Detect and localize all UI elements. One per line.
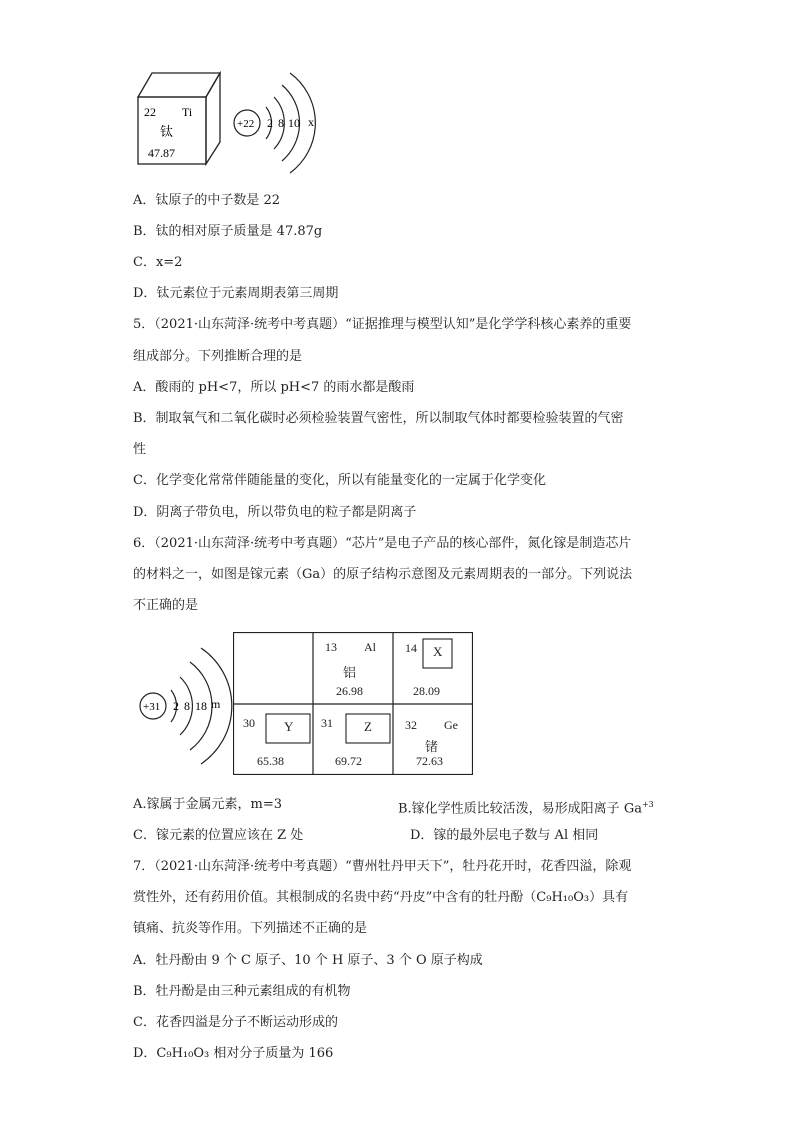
q4-option-d: D．钛元素位于元素周期表第三周期 [133, 286, 339, 301]
q6-stem-line-3: 不正确的是 [133, 598, 199, 613]
q4-option-a: A．钛原子的中子数是 22 [133, 193, 281, 208]
q6-stem-line-1: 6．（2021·山东菏泽·统考中考真题）“芯片”是电子产品的核心部件，氮化镓是制造芯片 [133, 536, 632, 551]
zn-mass: 65.38 [257, 754, 284, 768]
ga-mass: 69.72 [335, 754, 362, 768]
q7-stem-line-1: 7．（2021·山东菏泽·统考中考真题）“曹州牡丹甲天下”，牡丹花开时，花香四溢，除观 [133, 859, 632, 874]
q7-option-d: D．C₉H₁₀O₃ 相对分子质量为 166 [133, 1046, 334, 1061]
al-mass: 26.98 [336, 684, 363, 698]
ti-nucleus-charge: +22 [237, 118, 255, 130]
q7-stem-line-3: 镇痛、抗炎等作用。下列描述不正确的是 [133, 921, 368, 936]
ge-mass: 72.63 [416, 754, 443, 768]
zn-atomic-number: 30 [243, 716, 255, 730]
al-name: 铝 [343, 665, 357, 680]
q4-option-b: B．钛的相对原子质量是 47.87g [133, 224, 323, 239]
ti-atomic-number: 22 [144, 105, 156, 119]
q5-option-c: C．化学变化常常伴随能量的变化，所以有能量变化的一定属于化学变化 [133, 473, 546, 488]
ga-atomic-number: 31 [321, 716, 333, 730]
ga-shell-2: 8 [184, 699, 190, 713]
q6-option-a: A.镓属于金属元素，m=3 [133, 797, 283, 812]
q7-option-c: C．花香四溢是分子不断运动形成的 [133, 1015, 338, 1030]
ti-shell-1: 2 [267, 116, 273, 130]
q4-option-c: C．x=2 [133, 255, 183, 270]
zn-symbol-y: Y [284, 719, 294, 734]
ga-nucleus-charge: +31 [143, 701, 161, 713]
ti-shell-4: x [308, 115, 314, 129]
ti-symbol: Ti [182, 105, 193, 119]
si-symbol-x: X [433, 644, 443, 659]
q5-option-a: A．酸雨的 pH<7，所以 pH<7 的雨水都是酸雨 [133, 380, 415, 395]
q6-option-b [398, 796, 654, 818]
ge-name: 锗 [425, 739, 439, 754]
q6-option-c: C．镓元素的位置应该在 Z 处 [133, 828, 304, 843]
q7-option-a: A．牡丹酚由 9 个 C 原子、10 个 H 原子、3 个 O 原子构成 [133, 953, 483, 968]
q6-option-b-superscript: +3 [641, 800, 654, 809]
ga-shell-1: 2 [173, 699, 179, 713]
periodic-table-fragment [233, 632, 473, 775]
si-mass: 28.09 [413, 684, 440, 698]
ti-shell-3: 10 [288, 116, 300, 130]
ti-shell-2: 8 [278, 116, 284, 130]
al-atomic-number: 13 [325, 640, 337, 654]
ge-atomic-number: 32 [405, 718, 417, 732]
si-atomic-number: 14 [405, 641, 417, 655]
ge-symbol: Ge [444, 718, 458, 732]
ga-shell-3: 18 [195, 699, 207, 713]
q6-stem-line-2: 的材料之一，如图是镓元素（Ga）的原子结构示意图及元素周期表的一部分。下列说法 [133, 567, 633, 582]
ti-mass: 47.87 [148, 146, 175, 160]
q5-option-b-cont: 性 [133, 442, 147, 457]
ga-shell-4: m [211, 697, 221, 711]
ti-name: 钛 [160, 124, 174, 139]
q6-option-b-text: B.镓化学性质比较活泼，易形成阳离子 Ga [398, 801, 642, 817]
q7-stem-line-2: 赏性外，还有药用价值。其根制成的名贵中药“丹皮”中含有的牡丹酚（C₉H₁₀O₃）具有 [133, 890, 629, 905]
q6-option-d: D．镓的最外层电子数与 Al 相同 [410, 828, 599, 843]
q7-option-b: B．牡丹酚是由三种元素组成的有机物 [133, 984, 351, 999]
titanium-figure [120, 60, 340, 185]
q5-option-d: D．阴离子带负电，所以带负电的粒子都是阴离子 [133, 505, 417, 520]
al-symbol: Al [364, 640, 376, 654]
q5-stem-line-1: 5．（2021·山东菏泽·统考中考真题）“证据推理与模型认知”是化学学科核心素养的重要 [133, 317, 632, 332]
ga-symbol-z: Z [364, 719, 372, 734]
q5-stem-line-2: 组成部分。下列推断合理的是 [133, 349, 303, 364]
gallium-atom-diagram [135, 640, 235, 775]
q5-option-b: B．制取氧气和二氧化碳时必须检验装置气密性，所以制取气体时都要检验装置的气密 [133, 411, 624, 426]
